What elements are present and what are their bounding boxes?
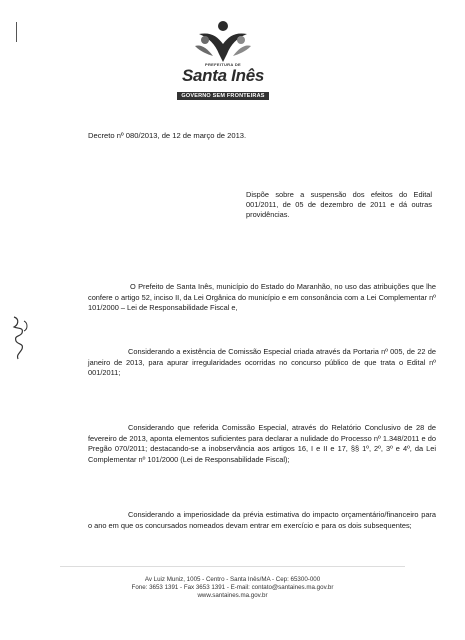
paragraph-text: Considerando a imperiosidade da prévia estimativa do impacto orçamentário/financeiro para o ano em que os concursados nomeados devam entrar em exercício e para os dois subsequentes; xyxy=(88,510,436,530)
footer-contact: Fone: 3653 1391 - Fax 3653 1391 - E-mail: contato@santaines.ma.gov.br xyxy=(131,584,334,591)
decree-title: Decreto nº 080/2013, de 12 de março de 2013. xyxy=(88,131,247,140)
paragraph-preamble xyxy=(88,282,436,314)
municipal-logo xyxy=(168,20,278,98)
logo-small-text: PREFEITURA DE xyxy=(205,62,241,67)
logo-tagline: GOVERNO SEM FRONTEIRAS xyxy=(177,92,268,100)
footer-divider xyxy=(60,566,405,567)
paragraph-text: O Prefeito de Santa Inês, município do Estado do Maranhão, no uso das atribuições que lhe confere o artigo 52, inciso II, da Lei Orgânica do município e em consonância com a Lei Complementar nº 101/2000 – Lei de Responsabilidade Fiscal e, xyxy=(88,282,436,313)
footer-address: Av Luiz Muniz, 1005 - Centro - Santa Inês/MA - Cep: 65300-000 xyxy=(144,576,321,583)
ementa-text: Dispõe sobre a suspensão dos efeitos do Edital 001/2011, de 05 de dezembro de 2011 e dá outras providências. xyxy=(246,190,432,220)
paragraph-considering-1 xyxy=(88,347,436,379)
logo-name: Santa Inês xyxy=(181,66,265,85)
scan-edge-mark xyxy=(16,22,17,42)
paragraph-text: Considerando que referida Comissão Especial, através do Relatório Conclusivo de 28 de fevereiro de 2013, aponta elementos suficientes para declarar a nulidade do Processo nº 1.348/2011 e do Pregão 070/2011; destacando-se a inobservância aos artigos 16, I e II e 17, §§ 1º, 2º, 3º e 4º, da Lei Complementar nº 101/2000 (Lei de Responsabilidade Fiscal); xyxy=(88,423,436,464)
handwritten-initials-icon xyxy=(8,313,34,361)
paragraph-considering-2 xyxy=(88,423,436,465)
footer xyxy=(0,576,465,600)
paragraph-considering-3 xyxy=(88,510,436,531)
people-emblem-icon xyxy=(191,20,255,64)
paragraph-text: Considerando a existência de Comissão Especial criada através da Portaria nº 005, de 22 de janeiro de 2013, para apurar irregularidades ocorridas no concurso público de que trata o Edital nº 001/2011; xyxy=(88,347,436,378)
footer-website: www.santaines.ma.gov.br xyxy=(197,592,268,599)
